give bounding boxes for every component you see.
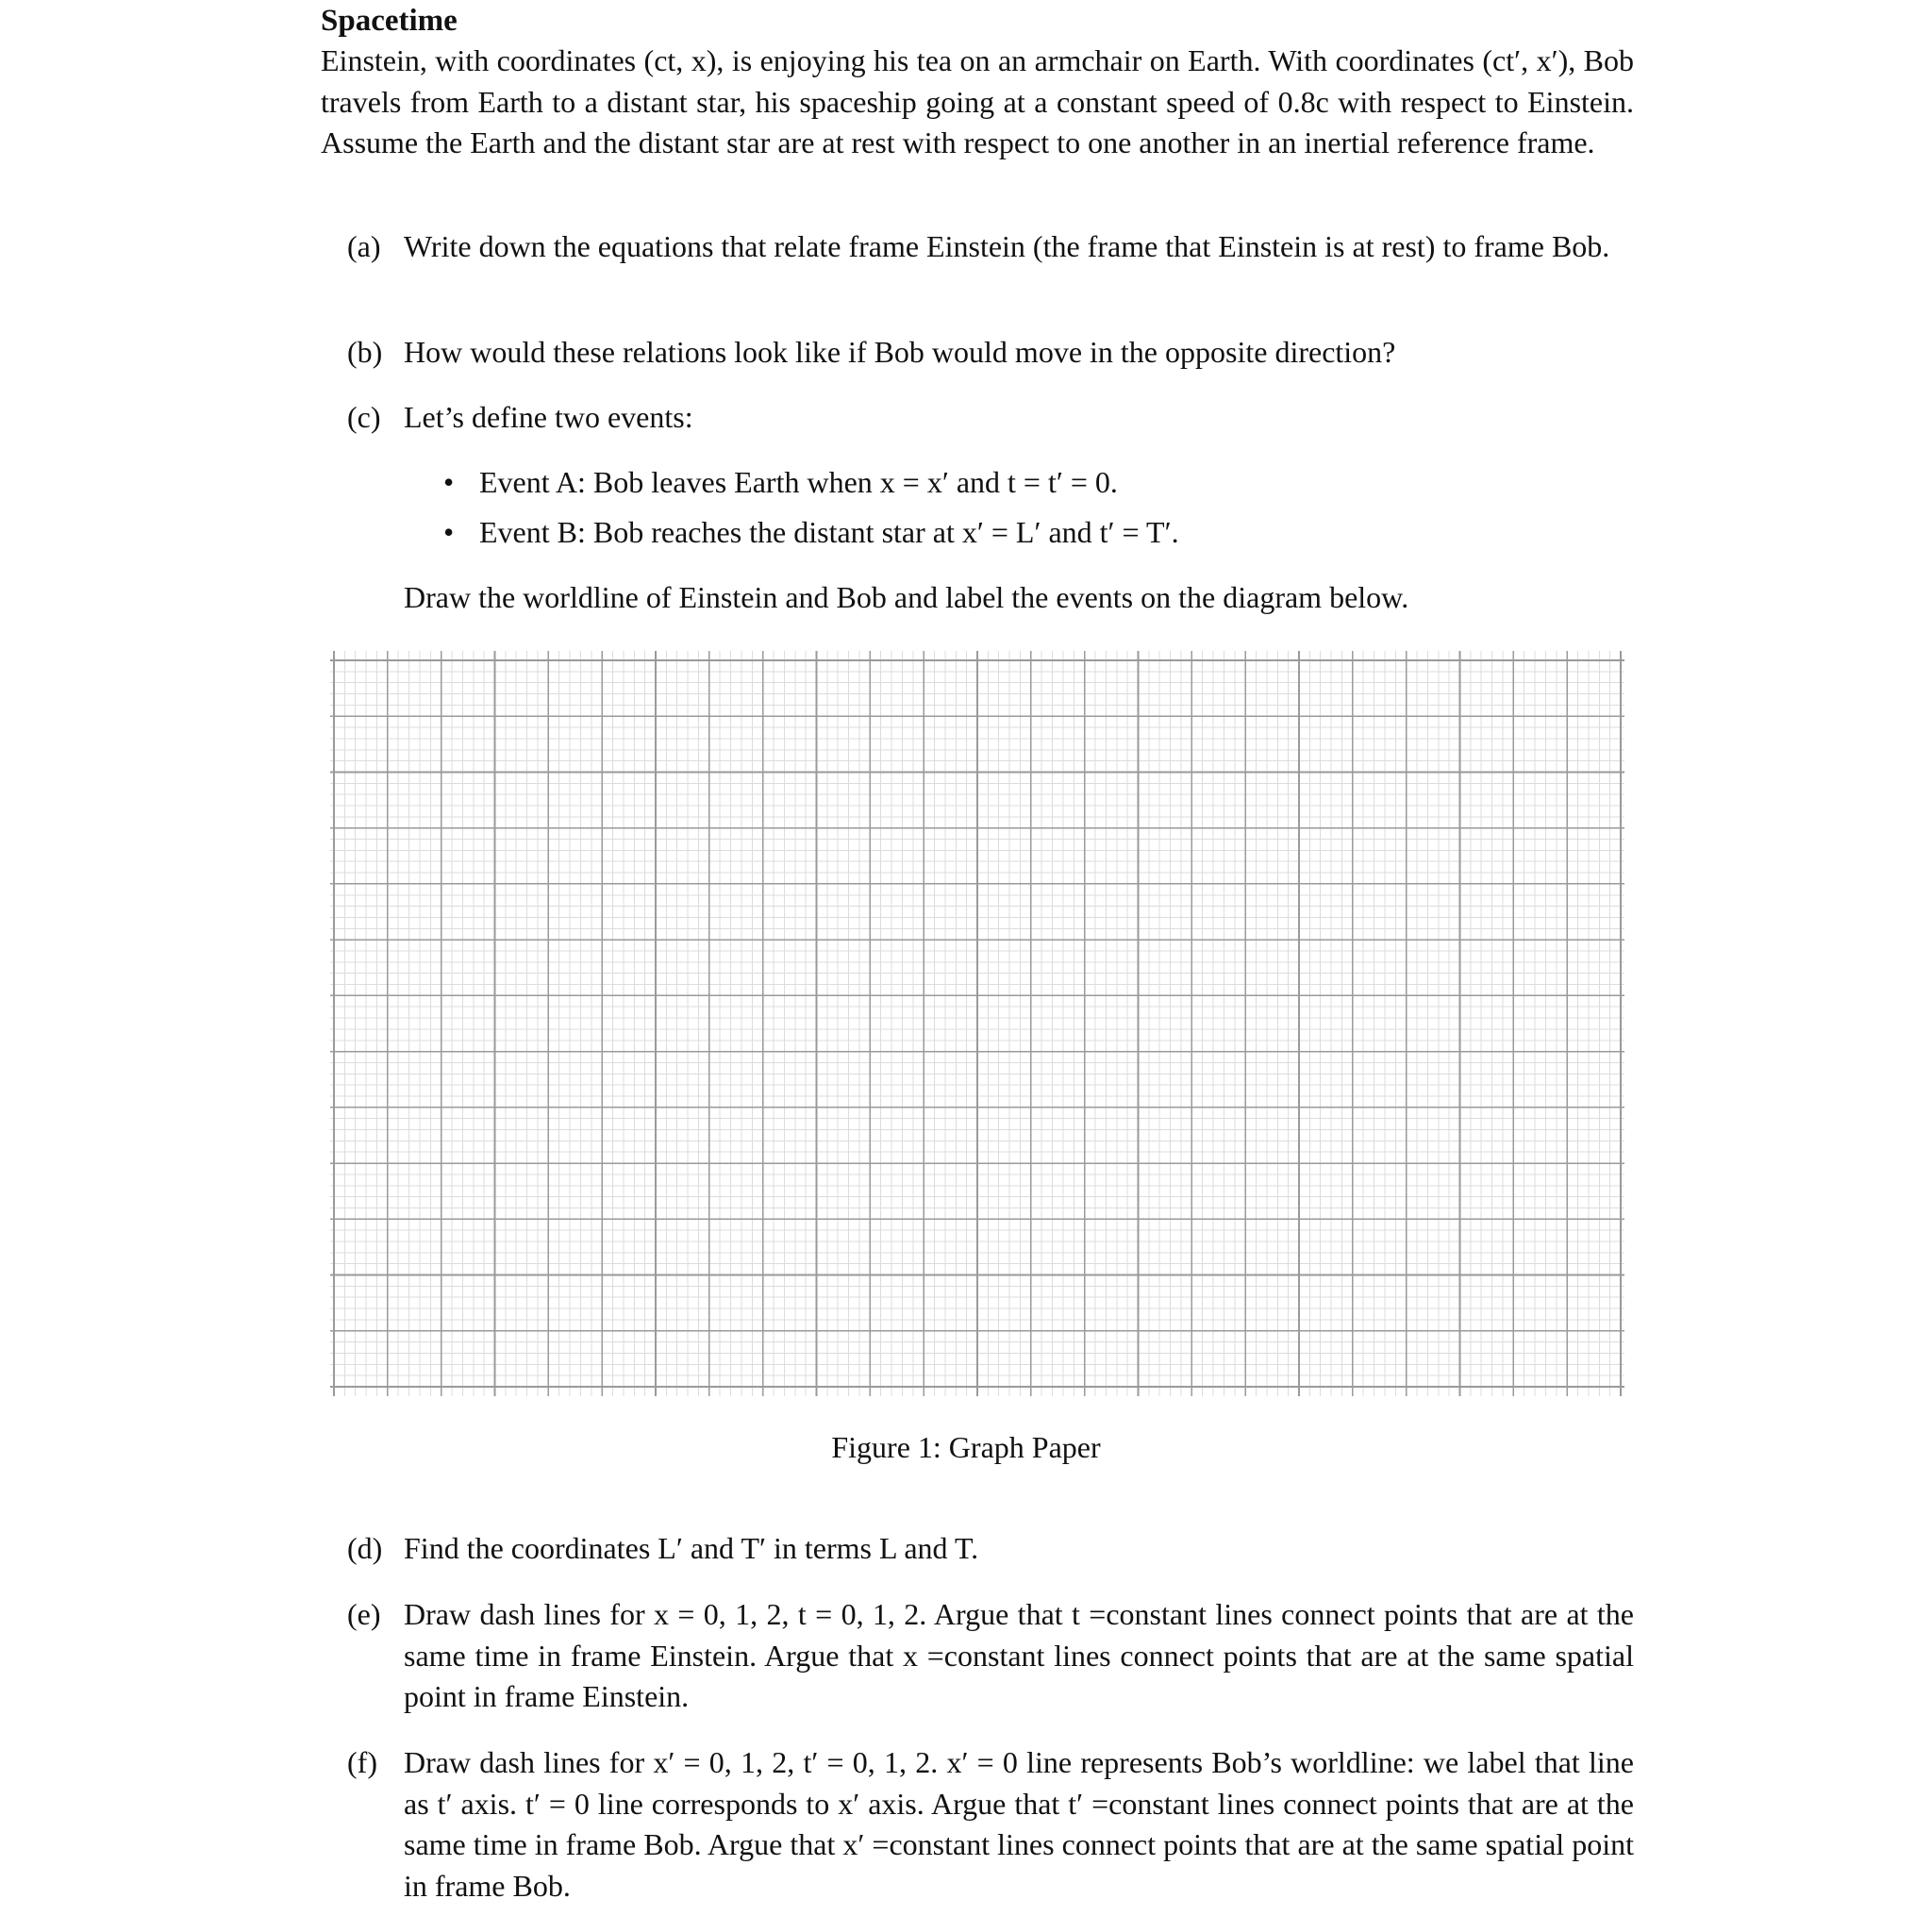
part-d-text: Find the coordinates L′ and T′ in terms L and T.	[404, 1531, 979, 1565]
part-a-label: (a)	[347, 229, 381, 263]
section-title: Spacetime	[321, 4, 458, 38]
part-f-text: Draw dash lines for x′ = 0, 1, 2, t′ = 0, 1, 2. x′ = 0 line represents Bob’s worldline: we label that line as t′ axis. t′ = 0 line corresponds to x′ axis. Argue that t′ =constant lines connect points that are at the same time in frame Bob. Argue that x′ =constant lines connect points that are at the same spatial point in frame Bob.	[404, 1745, 1634, 1903]
part-e-label: (e)	[347, 1597, 381, 1631]
graph-paper-grid	[330, 651, 1624, 1396]
bullet-icon: •	[443, 515, 455, 549]
graph-paper	[330, 651, 1624, 1401]
event-b-item	[443, 512, 1179, 554]
part-e-text: Draw dash lines for x = 0, 1, 2, t = 0, 1, 2. Argue that t =constant lines connect points that are at the same time in frame Einstein. Argue that x =constant lines connect points that are at the same spatial point in frame Einstein.	[404, 1597, 1634, 1713]
event-a-text: Event A: Bob leaves Earth when x = x′ and t = t′ = 0.	[479, 465, 1118, 499]
draw-instruction: Draw the worldline of Einstein and Bob and label the events on the diagram below.	[404, 580, 1409, 614]
part-b-label: (b)	[347, 335, 383, 369]
part-e	[347, 1594, 1634, 1718]
part-c	[347, 397, 1634, 439]
event-a-item	[443, 462, 1118, 504]
part-c-label: (c)	[347, 400, 381, 434]
part-b-text: How would these relations look like if Bob would move in the opposite direction?	[404, 335, 1396, 369]
part-c-text: Let’s define two events:	[404, 400, 693, 434]
part-f-label: (f)	[347, 1745, 377, 1779]
part-f	[347, 1742, 1634, 1907]
intro-paragraph: Einstein, with coordinates (ct, x), is enjoying his tea on an armchair on Earth. With coordinates (ct′, x′), Bob travels from Earth to a distant star, his spaceship going at a constant speed of 0.8c with respect to Einstein. Assume the Earth and the distant star are at rest with respect to one another in an inertial reference frame.	[321, 43, 1634, 159]
part-a	[347, 226, 1634, 268]
figure-caption: Figure 1: Graph Paper	[831, 1430, 1101, 1464]
part-b	[347, 332, 1634, 374]
event-b-text: Event B: Bob reaches the distant star at x′ = L′ and t′ = T′.	[479, 515, 1179, 549]
bullet-icon: •	[443, 465, 455, 499]
part-a-text: Write down the equations that relate frame Einstein (the frame that Einstein is at rest) to frame Bob.	[404, 229, 1610, 263]
part-d	[347, 1528, 1634, 1570]
part-d-label: (d)	[347, 1531, 383, 1565]
